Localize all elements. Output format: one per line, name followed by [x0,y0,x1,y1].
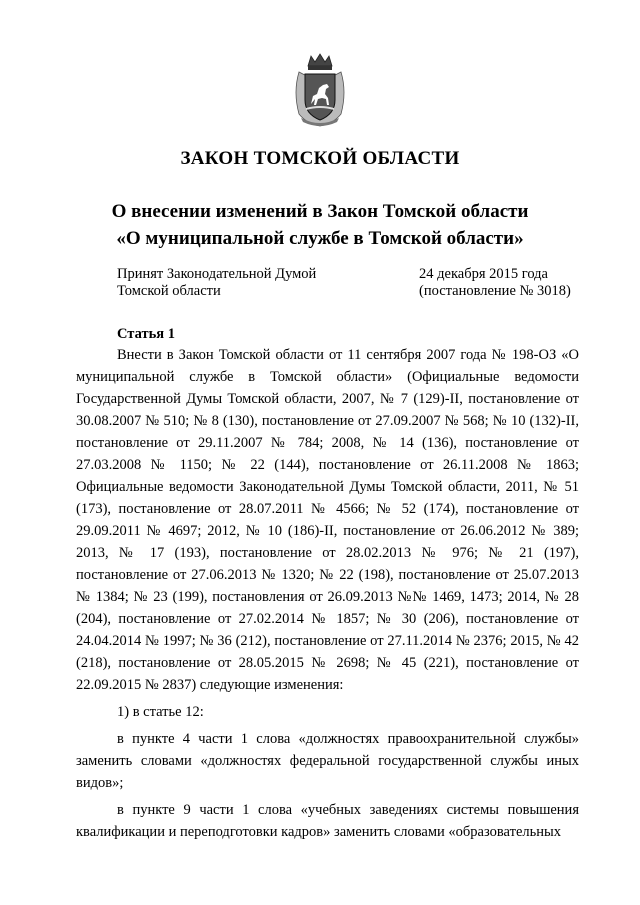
law-subtitle-line-1: О внесении изменений в Закон Томской области [111,201,529,222]
article-paragraph: в пункте 9 части 1 слова «учебных заведениях системы повышения квалификации и переподготовки кадров» заменить словами «образовательных [76,802,579,840]
adoption-resolution-number: (постановление № 3018) [419,283,571,299]
article-paragraph: 1) в статье 12: [117,704,204,720]
adoption-body-line-2: Томской области [117,283,221,299]
tomsk-oblast-coat-of-arms-icon [291,52,349,128]
adoption-date-line: 24 декабря 2015 года [419,266,548,282]
adoption-body-line-1: Принят Законодательной Думой [117,266,317,282]
law-title: ЗАКОН ТОМСКОЙ ОБЛАСТИ [180,148,460,169]
adoption-body [117,266,316,300]
article-body [76,344,579,843]
adoption-date [419,266,571,300]
article-paragraph: Внести в Закон Томской области от 11 сентября 2007 года № 198-ОЗ «О муниципальной службе в Томской области» (Официальные ведомости Государственной Думы Томской области, 2007, № 7 (129)-II, постановление от 30.08.2007 № 510; № 8 (130), постановление от 27.09.2007 № 568; № 10 (132)-II, постановление от 29.11.2007 № 784; 2008, № 14 (136), постановление от 27.03.2008 № 1150; № 22 (144), постановление от 26.11.2008 № 1863; Официальные ведомости Законодательной Думы Томской области, 2011, № 51 (173), постановление от 28.07.2011 № 4566; № 52 (174), постановление от 29.09.2011 № 4697; 2012, № 10 (186)-II, постановление от 26.06.2012 № 389; 2013, № 17 (193), постановление от 28.02.2013 № 976; № 21 (197), постановление от 27.06.2013 № 1320; № 22 (198), постановление от 25.07.2013 № 1384; № 23 (199), постановления от 26.09.2013 №№ 1469, 1473; 2014, № 28 (204), постановление от 27.02.2014 № 1857; № 30 (206), постановление от 24.04.2014 № 1997; № 36 (212), постановление от 27.11.2014 № 2376; 2015, № 42 (218), постановление от 28.05.2015 № 2698; № 45 (221), постановление от 22.09.2015 № 2837) следующие изменения: [76,347,579,693]
article-paragraph: в пункте 4 части 1 слова «должностях правоохранительной службы» заменить словами «должностях федеральной государственной службы иных видов»; [76,731,579,791]
article-heading: Статья 1 [117,326,175,342]
law-subtitle-line-2: «О муниципальной службе в Томской области» [116,228,524,249]
